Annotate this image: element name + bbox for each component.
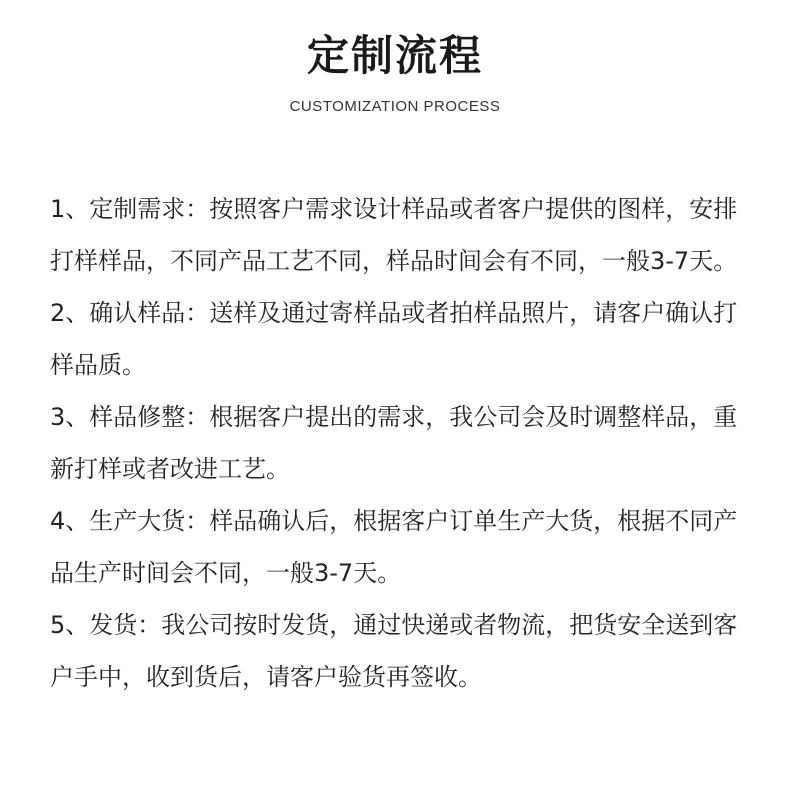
page-title: 定制流程 [306, 31, 483, 80]
page-subtitle: CUSTOMIZATION PROCESS [289, 98, 501, 115]
step-2: 2、确认样品：送样及通过寄样品或者拍样品照片，请客户确认打样品质。 [50, 299, 738, 379]
process-steps [50, 183, 750, 703]
step-5: 5、发货：我公司按时发货，通过快递或者物流，把货安全送到客户手中，收到货后，请客户验货再签收。 [50, 611, 738, 691]
step-4: 4、生产大货：样品确认后，根据客户订单生产大货，根据不同产品生产时间会不同，一般3-7天。 [50, 507, 738, 587]
step-3: 3、样品修整：根据客户提出的需求，我公司会及时调整样品，重新打样或者改进工艺。 [50, 403, 738, 483]
step-1: 1、定制需求：按照客户需求设计样品或者客户提供的图样，安排打样样品，不同产品工艺不同，样品时间会有不同，一般3-7天。 [50, 195, 738, 275]
